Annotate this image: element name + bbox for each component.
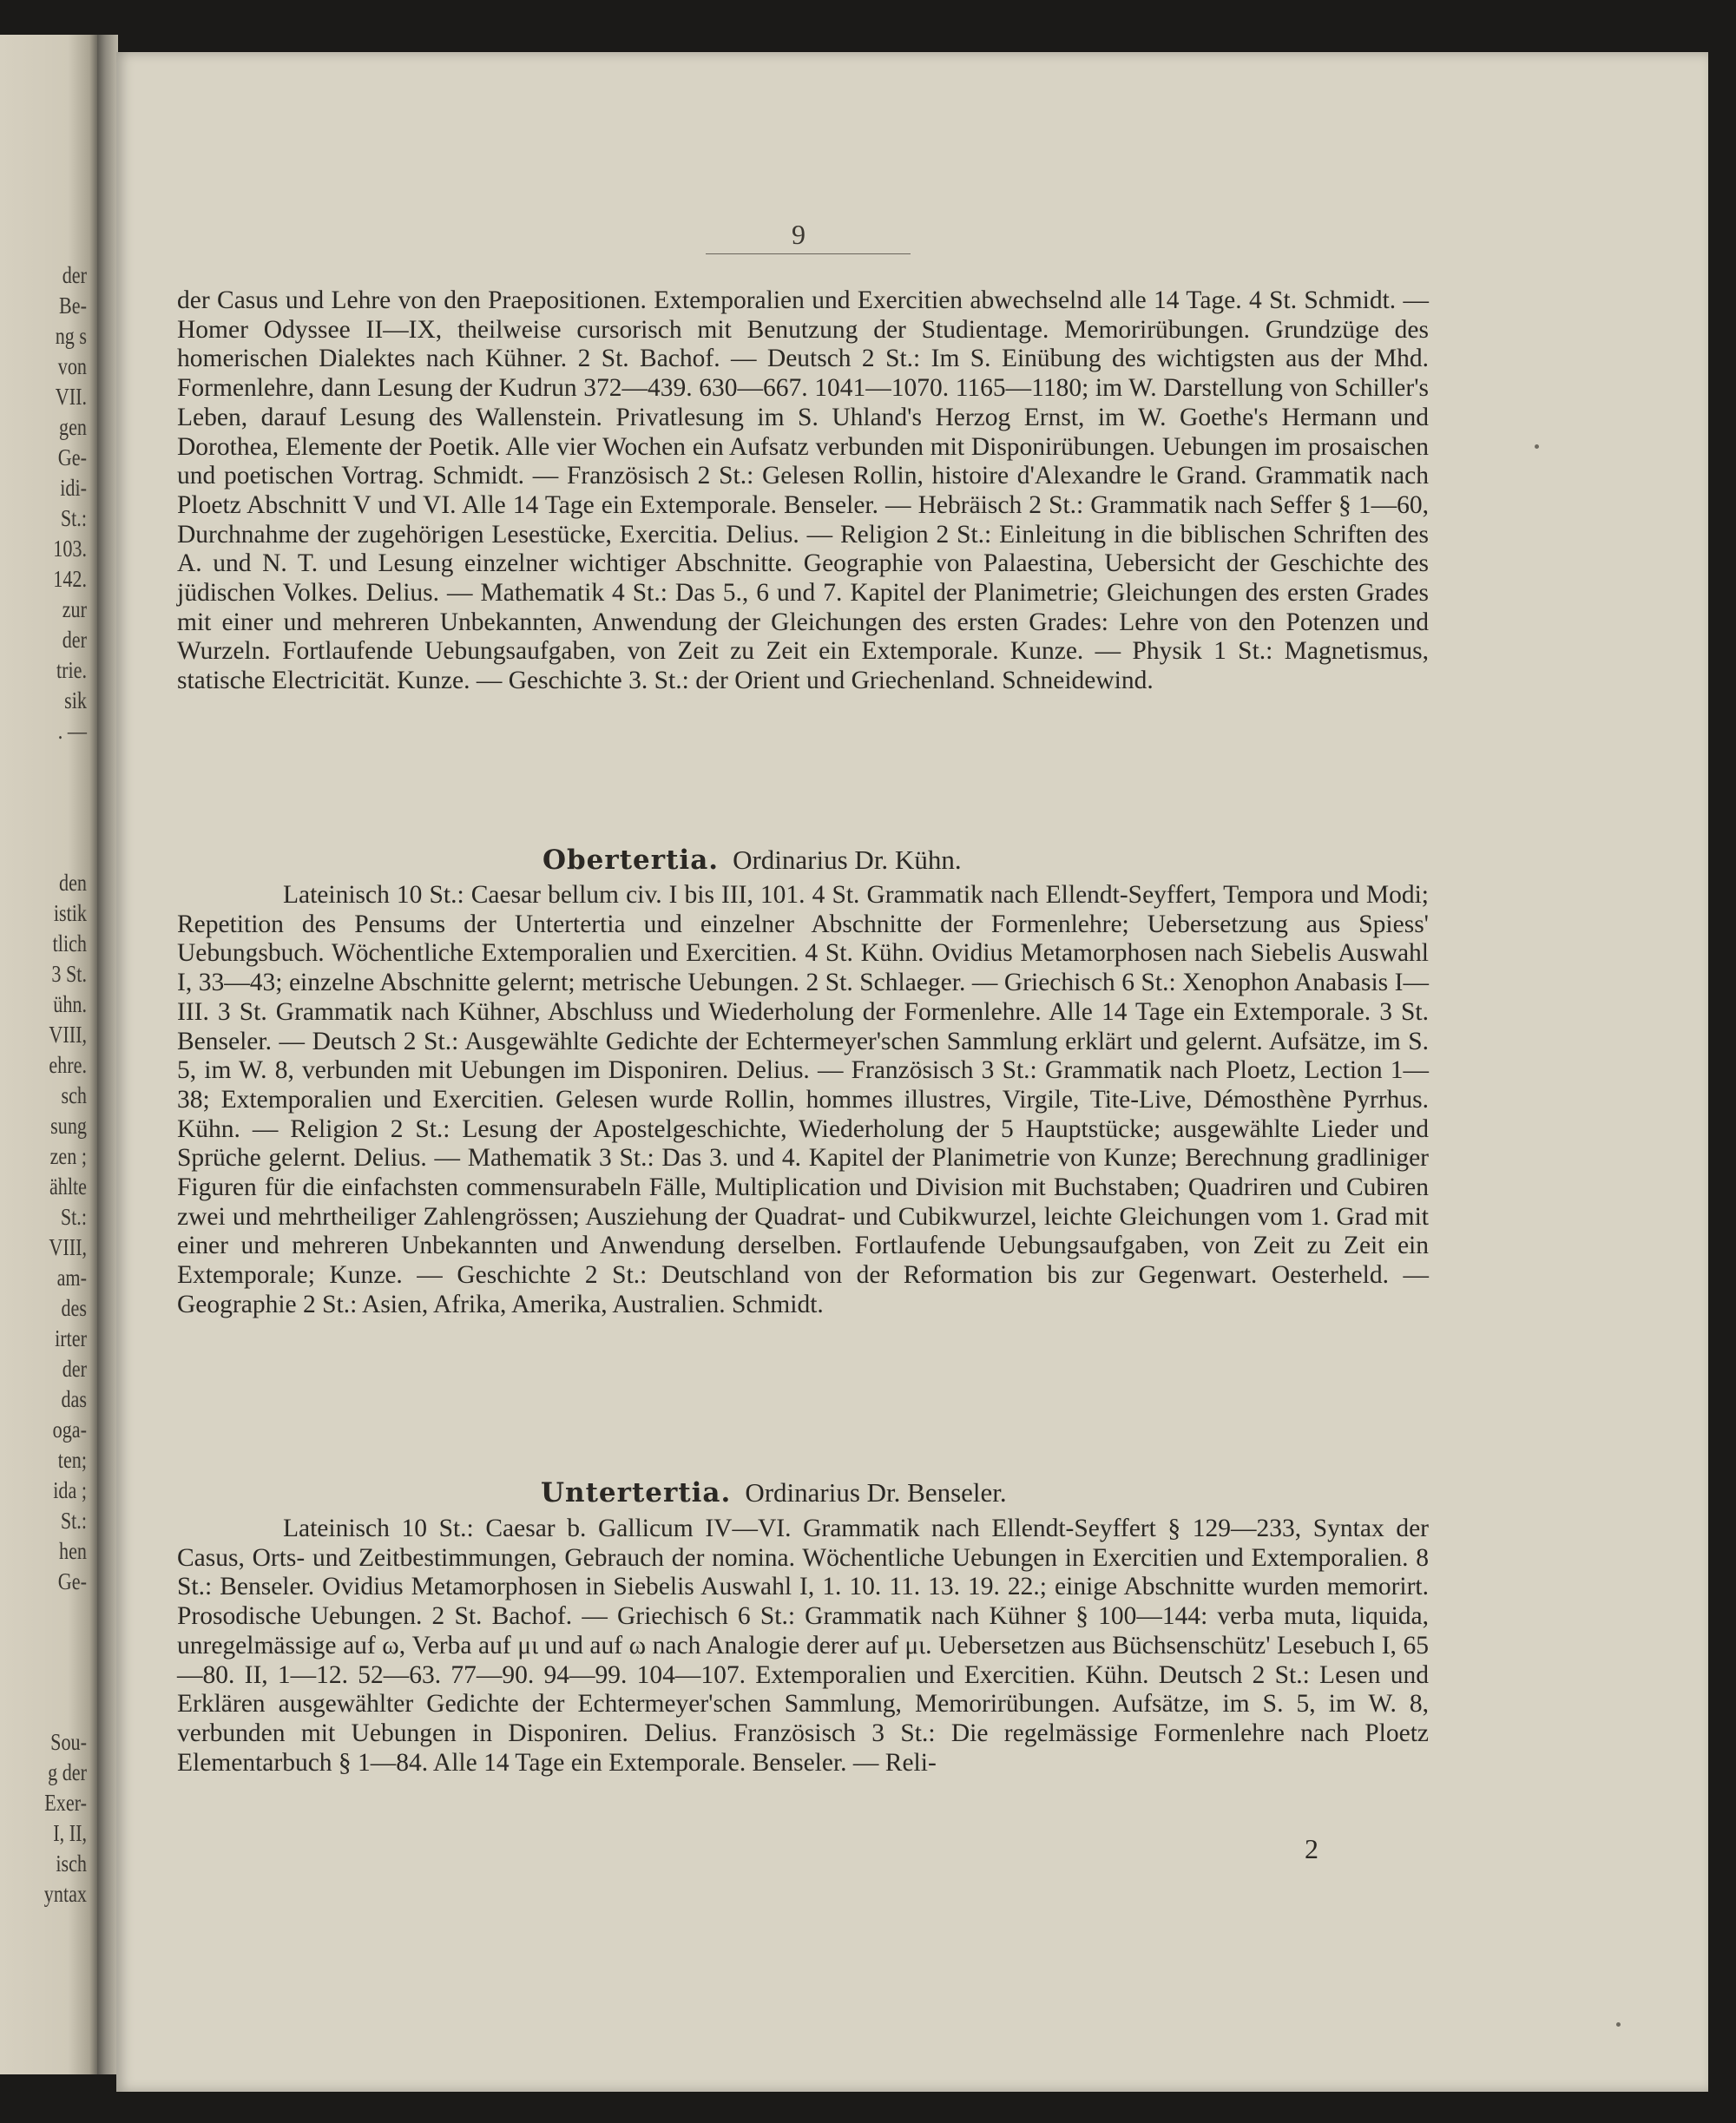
left-page-fragment: der: [62, 627, 87, 653]
book-gutter: [97, 35, 118, 2074]
left-page-fragment: irter: [55, 1325, 87, 1351]
left-page-fragment: sch: [61, 1082, 87, 1108]
left-page-fragment: ng s: [55, 323, 87, 349]
left-page-fragment: St.:: [60, 1204, 87, 1230]
left-page-fragment: 3 St.: [51, 961, 87, 987]
left-page-fragment: ählte: [49, 1173, 87, 1200]
left-page-fragment: trie.: [56, 657, 87, 683]
paragraph-continuation: [177, 286, 1429, 696]
section-title: Obertertia.: [542, 845, 720, 876]
left-page-fragment: tlich: [52, 930, 87, 956]
left-page-fragment: . —: [57, 718, 87, 744]
left-page-fragment: sung: [50, 1113, 87, 1139]
left-page-fragment: am-: [56, 1265, 87, 1291]
left-page-fragment: St.:: [60, 505, 87, 531]
section-body: Lateinisch 10 St.: Caesar bellum civ. I bis III, 101. 4 St. Grammatik nach Ellendt-Seyffert, Tempora und Modi; Repetition des Pensums der Untertertia und einzelner Abschnitte der Formenlehre; Uebersetzung aus Spiess' Uebungsbuch. Wöchentliche Extemporalien und Exercitien. 4 St. Kühn. Ovidius Metamorphosen nach Siebelis Auswahl I, 33—43; einzelne Abschnitte gelernt; metrische Uebungen. 2 St. Schlaeger. — Griechisch 6 St.: Xenophon Anabasis I—III. 3 St. Grammatik nach Kühner, Abschluss und Wiederholung der Formenlehre. Alle 14 Tage ein Extemporale. 3 St. Benseler. — Deutsch 2 St.: Ausgewählte Gedichte der Echtermeyer'schen Sammlung erklärt und gelernt. Aufsätze, im S. 5, im W. 8, verbunden mit Uebungen im Disponiren. Delius. — Französisch 3 St.: Grammatik nach Ploetz, Lection 1—38; Extemporalien und Exercitien. Gelesen wurde Rollin, hommes illustres, Virgile, Tite-Live, Démosthène Pyrrhus. Kühn. — Religion 2 St.: Lesung der Apostelgeschichte, Wiederholung der 5 Hauptstücke; ausgewählte Lieder und Sprüche gelernt. Delius. — Mathematik 3 St.: Das 3. und 4. Kapitel der Planimetrie von Kunze; Berechnung gradliniger Figuren für die einfachsten commensurabeln Fälle, Multiplication und Division mit Buchstaben; Quadriren und Cubiren zwei und mehrtheiliger Zahlengrössen; Ausziehung der Quadrat- und Cubikwurzel, leichte Gleichungen vom 1. Grad mit einer und mehreren Unbekannten und Anwendung derselben. Fortlaufende Uebungsaufgaben, von Zeit zu Zeit ein Extemporale; Kunze. — Geschichte 2 St.: Deutschland von der Reformation bis zur Gegenwart. Oesterheld. — Geographie 2 St.: Asien, Afrika, Amerika, Australien. Schmidt.: [177, 881, 1429, 1318]
left-page-fragment: zen ;: [49, 1143, 87, 1169]
untertertia-section: [177, 1515, 1429, 1778]
left-page-fragment: das: [61, 1386, 87, 1412]
left-page-fragment: VIII,: [49, 1022, 87, 1048]
section-title: Untertertia.: [541, 1477, 732, 1508]
left-page-text-fragments: [16, 260, 87, 1909]
left-page-fragment: sik: [64, 687, 87, 713]
left-page-fragment: den: [59, 870, 87, 896]
section-body: Lateinisch 10 St.: Caesar b. Gallicum IV—VI. Grammatik nach Ellendt-Seyffert § 129—233, Syntax der Casus, Orts- und Zeitbestimmungen, Gebrauch der nomina. Wöchentliche Uebungen in Exercitien und Extemporalien. 8 St.: Benseler. Ovidius Metamorphosen in Siebelis Auswahl I, 1. 10. 11. 13. 19. 22.; einige Abschnitte wurden memorirt. Prosodische Uebungen. 2 St. Bachof. — Griechisch 6 St.: Grammatik nach Kühner § 100—144: verba muta, liquida, unregelmässige auf ω, Verba auf μι und auf ω nach Analogie derer auf μι. Uebersetzen aus Büchsenschütz' Lesebuch I, 65—80. II, 1—12. 52—63. 77—90. 94—99. 104—107. Extemporalien und Exercitien. Kühn. Deutsch 2 St.: Lesen und Erklären ausgewählter Gedichte der Echtermeyer'schen Sammlung, Memorirübungen. Aufsätze, im S. 5, im W. 8, verbunden mit Uebungen in Disponiren. Delius. Französisch 3 St.: Die regelmässige Formenlehre nach Ploetz Elementarbuch § 1—84. Alle 14 Tage ein Extemporale. Benseler. — Reli-: [177, 1515, 1429, 1777]
section-ordinarius: Ordinarius Dr. Benseler.: [745, 1477, 1007, 1508]
left-page-fragment: 142.: [53, 566, 87, 592]
left-page-fragment: zur: [62, 596, 87, 622]
header-rule: [706, 253, 911, 254]
left-page-fragment: der: [62, 262, 87, 288]
left-page-fragment: Sou-: [50, 1729, 87, 1755]
left-page-fragment: von: [57, 353, 87, 379]
left-page-fragment: 103.: [53, 536, 87, 562]
paragraph-text: der Casus und Lehre von den Praepositionen. Extemporalien und Exercitien abwechselnd alle 14 Tage. 4 St. Schmidt. — Homer Odyssee II—IX, theilweise cursorisch mit Benutzung der Studientage. Memorirübungen. Grundzüge des homerischen Dialektes nach Kühner. 2 St. Bachof. — Deutsch 2 St.: Im S. Einübung des wichtigsten aus der Mhd. Formenlehre, dann Lesung der Kudrun 372—439. 630—667. 1041—1070. 1165—1180; im W. Darstellung von Schiller's Leben, darauf Lesung des Wallenstein. Privatlesung im S. Uhland's Herzog Ernst, im W. Goethe's Hermann und Dorothea, Elemente der Poetik. Alle vier Wochen ein Aufsatz verbunden mit Disponirübungen. Uebungen im prosaischen und poetischen Vortrag. Schmidt. — Französisch 2 St.: Gelesen Rollin, histoire d'Alexandre le Grand. Grammatik nach Ploetz Abschnitt V und VI. Alle 14 Tage ein Extemporale. Benseler. — Hebräisch 2 St.: Grammatik nach Seffer § 1—60, Durchnahme der zugehörigen Lesestücke, Exercitia. Delius. — Religion 2 St.: Einleitung in die biblischen Schriften des A. und N. T. und Lesung einzelner wichtiger Abschnitte. Geographie von Palaestina, Uebersicht der Geschichte des jüdischen Volkes. Delius. — Mathematik 4 St.: Das 5., 6 und 7. Kapitel der Planimetrie; Gleichungen des ersten Grades mit einer und mehreren Unbekannten, Anwendung der Gleichungen des ersten Grades: Lehre von den Potenzen und Wurzeln. Fortlaufende Uebungsaufgaben, von Zeit zu Zeit ein Extemporale. Kunze. — Physik 1 St.: Magnetismus, statische Electricität. Kunze. — Geschichte 3. St.: der Orient und Griechenland. Schneidewind.: [177, 286, 1429, 695]
left-page-fragment: Exer-: [44, 1790, 87, 1816]
left-page-fragment: ehre.: [49, 1052, 87, 1078]
left-page-fragment: idi-: [60, 475, 87, 501]
left-page-fragment: Ge-: [57, 1568, 87, 1594]
left-page-fragment: Ge-: [57, 444, 87, 470]
paper-speck: [1616, 2022, 1621, 2027]
left-page-fragment: gen: [59, 414, 87, 440]
left-page-fragment: ten;: [57, 1447, 87, 1473]
left-page-fragment: VIII,: [49, 1234, 87, 1260]
page-number: 9: [792, 219, 806, 250]
left-page-fragment: I, II,: [53, 1820, 87, 1846]
left-page-fragment: der: [62, 1356, 87, 1382]
left-page-fragment: g der: [48, 1759, 87, 1785]
left-page-fragment: St.:: [60, 1508, 87, 1534]
left-page-fragment: isch: [56, 1850, 87, 1877]
left-page-fragment: oga-: [52, 1416, 87, 1443]
left-page-fragment: des: [61, 1295, 87, 1321]
obertertia-section: [177, 881, 1429, 1320]
left-page-fragment: ühn.: [53, 991, 87, 1017]
left-page-edge: [0, 35, 97, 2074]
untertertia-heading: [541, 1477, 1007, 1508]
paper-speck: [1535, 444, 1539, 449]
section-ordinarius: Ordinarius Dr. Kühn.: [733, 845, 962, 875]
left-page-fragment: Be-: [59, 292, 87, 319]
left-page-fragment: ida ;: [53, 1477, 87, 1503]
signature-mark: 2: [1305, 1833, 1318, 1864]
obertertia-heading: [542, 845, 962, 876]
left-page-fragment: hen: [59, 1538, 87, 1564]
left-page-fragment: yntax: [43, 1881, 87, 1907]
left-page-fragment: istik: [53, 900, 87, 926]
left-page-fragment: VII.: [55, 384, 87, 410]
